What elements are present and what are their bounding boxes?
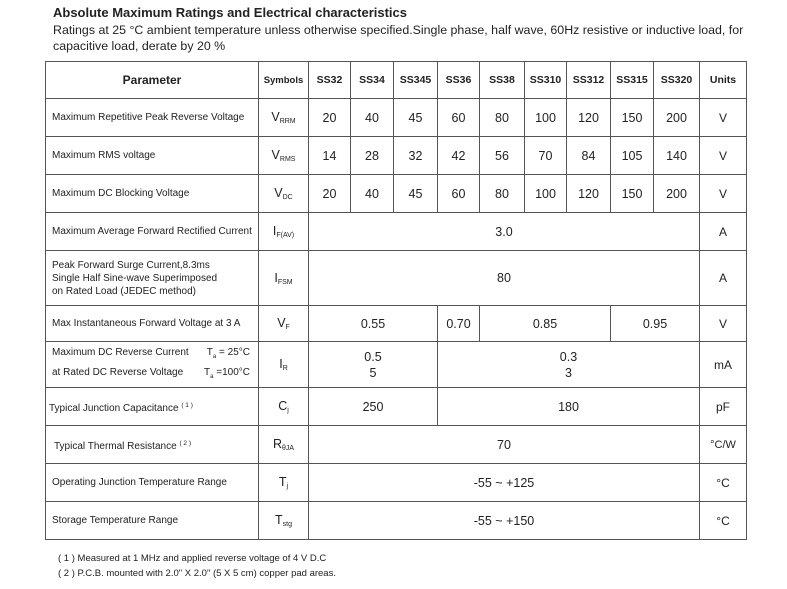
footnote: ( 2 ) P.C.B. mounted with 2.0" X 2.0" (5 X 5 cm) copper pad areas.	[58, 568, 336, 579]
value-cell: 80	[480, 175, 525, 213]
value-cell: 0.55	[309, 306, 438, 342]
header-part: SS34	[351, 62, 394, 99]
value-cell: 45	[394, 99, 438, 137]
param-label: Maximum Average Forward Rectified Current	[46, 213, 259, 251]
header-part: SS32	[309, 62, 351, 99]
param-label: Typical Junction Capacitance $^{( 1 )}$	[46, 388, 259, 426]
value-cell: 45	[394, 175, 438, 213]
param-label: Max Instantaneous Forward Voltage at 3 A	[46, 306, 259, 342]
param-label: Maximum RMS voltage	[46, 137, 259, 175]
ratings-table	[45, 61, 747, 540]
table-row	[46, 175, 747, 213]
unit-cell: pF	[700, 388, 747, 426]
value-cell: 28	[351, 137, 394, 175]
page-title: Absolute Maximum Ratings and Electrical characteristics	[53, 5, 408, 20]
symbol: $V_F$	[259, 306, 309, 342]
table-row	[46, 426, 747, 464]
value-cell: 80	[480, 99, 525, 137]
table-row	[46, 137, 747, 175]
value-cell: 180	[438, 388, 700, 426]
value-cell: 40	[351, 99, 394, 137]
unit-cell: °C	[700, 502, 747, 540]
value-cell: 0.95	[611, 306, 700, 342]
unit-cell: V	[700, 137, 747, 175]
value-cell: 105	[611, 137, 654, 175]
unit-cell: V	[700, 306, 747, 342]
param-label: Maximum Repetitive Peak Reverse Voltage	[46, 99, 259, 137]
footnotes	[58, 551, 336, 581]
value-cell: 0.85	[480, 306, 611, 342]
header-part: SS320	[654, 62, 700, 99]
value-cell: 42	[438, 137, 480, 175]
value-cell: 100	[525, 99, 567, 137]
unit-cell: °C/W	[700, 426, 747, 464]
value-cell: 40	[351, 175, 394, 213]
value-cell: 140	[654, 137, 700, 175]
header-symbols: Symbols	[259, 62, 309, 99]
symbol: $V_{RRM}$	[259, 99, 309, 137]
table-row	[46, 502, 747, 540]
param-label: Peak Forward Surge Current,8.3ms Single Half Sine-wave Superimposed on Rated Load (JEDEC method)	[46, 251, 259, 306]
value-cell: 3.0	[309, 213, 700, 251]
header-part: SS38	[480, 62, 525, 99]
header-part: SS312	[567, 62, 611, 99]
symbol: $I_{FSM}$	[259, 251, 309, 306]
symbol: $V_{DC}$	[259, 175, 309, 213]
param-label: Operating Junction Temperature Range	[46, 464, 259, 502]
header-part: SS345	[394, 62, 438, 99]
value-cell: 70	[525, 137, 567, 175]
table-row	[46, 99, 747, 137]
unit-cell: °C	[700, 464, 747, 502]
symbol: $C_j$	[259, 388, 309, 426]
value-cell: -55 ~ +125	[309, 464, 700, 502]
header-part: SS36	[438, 62, 480, 99]
table-row	[46, 342, 747, 388]
symbol: $V_{RMS}$	[259, 137, 309, 175]
unit-cell: A	[700, 213, 747, 251]
value-cell: 0.3 3	[438, 342, 700, 388]
symbol: $T_{stg}$	[259, 502, 309, 540]
value-cell: -55 ~ +150	[309, 502, 700, 540]
unit-cell: V	[700, 175, 747, 213]
table-row	[46, 464, 747, 502]
param-label: Maximum DC Blocking Voltage	[46, 175, 259, 213]
param-label: Storage Temperature Range	[46, 502, 259, 540]
value-cell: 200	[654, 175, 700, 213]
value-cell: 120	[567, 175, 611, 213]
value-cell: 32	[394, 137, 438, 175]
value-cell: 20	[309, 99, 351, 137]
table-row	[46, 388, 747, 426]
header-row	[46, 62, 747, 99]
value-cell: 250	[309, 388, 438, 426]
table-row	[46, 251, 747, 306]
header-part: SS310	[525, 62, 567, 99]
symbol: $T_j$	[259, 464, 309, 502]
value-cell: 84	[567, 137, 611, 175]
header-part: SS315	[611, 62, 654, 99]
value-cell: 0.5 5	[309, 342, 438, 388]
value-cell: 100	[525, 175, 567, 213]
unit-cell: mA	[700, 342, 747, 388]
value-cell: 200	[654, 99, 700, 137]
table-row	[46, 306, 747, 342]
value-cell: 70	[309, 426, 700, 464]
symbol: $R_{\theta JA}$	[259, 426, 309, 464]
value-cell: 80	[309, 251, 700, 306]
unit-cell: V	[700, 99, 747, 137]
header-units: Units	[700, 62, 747, 99]
footnote: ( 1 ) Measured at 1 MHz and applied reverse voltage of 4 V D.C	[58, 553, 327, 564]
value-cell: 60	[438, 99, 480, 137]
param-label: Maximum DC Reverse Current $T_a = 25^\circ C$ at Rated DC Reverse Voltage $T_a =100^\circ C$	[46, 342, 259, 388]
symbol: $I_R$	[259, 342, 309, 388]
value-cell: 0.70	[438, 306, 480, 342]
header-parameter: Parameter	[46, 62, 259, 99]
value-cell: 120	[567, 99, 611, 137]
value-cell: 56	[480, 137, 525, 175]
symbol: $I_{F(AV)}$	[259, 213, 309, 251]
table-row	[46, 213, 747, 251]
ratings-note: Ratings at 25 °C ambient temperature unless otherwise specified.Single phase, half wave, 60Hz resistive or inductive load, for capacitive load, derate by 20 %	[53, 23, 744, 53]
value-cell: 20	[309, 175, 351, 213]
value-cell: 60	[438, 175, 480, 213]
value-cell: 150	[611, 175, 654, 213]
param-label: Typical Thermal Resistance $^{( 2 )}$	[46, 426, 259, 464]
value-cell: 150	[611, 99, 654, 137]
unit-cell: A	[700, 251, 747, 306]
value-cell: 14	[309, 137, 351, 175]
